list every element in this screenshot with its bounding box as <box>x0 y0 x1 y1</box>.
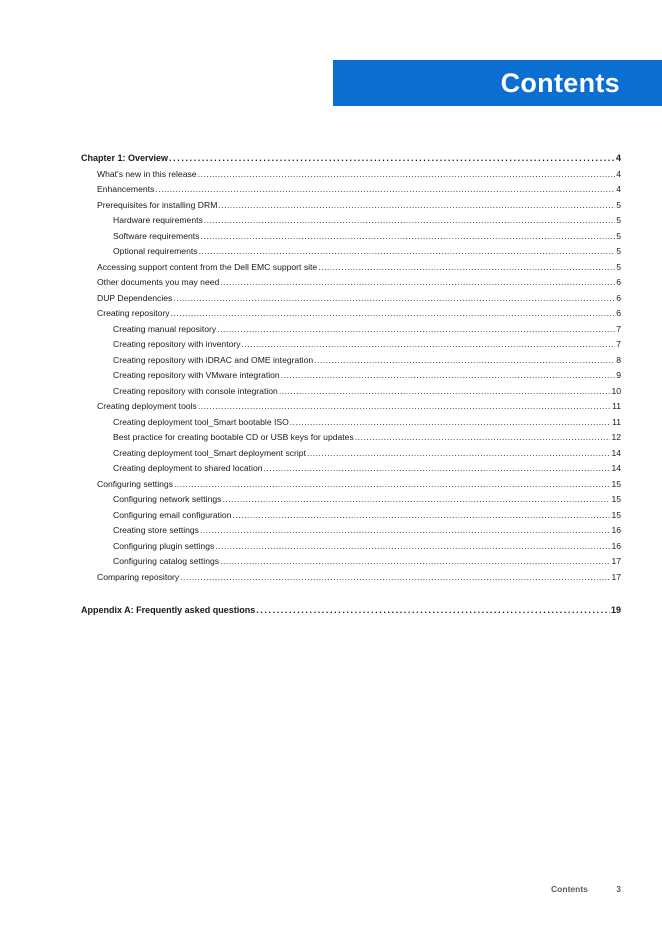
toc-entry[interactable] <box>81 554 621 570</box>
toc-entry-page: 4 <box>616 184 621 194</box>
toc-leader-dots <box>290 415 611 431</box>
title-banner <box>333 60 662 106</box>
toc-leader-dots <box>218 198 615 214</box>
toc-leader-dots <box>220 275 615 291</box>
toc-leader-dots <box>222 492 610 508</box>
toc-entry-page: 11 <box>612 401 621 411</box>
toc-entry-label: DUP Dependencies <box>97 292 173 303</box>
toc-entry-label: Creating deployment to shared location <box>113 463 263 473</box>
toc-entry-label: Creating deployment tools <box>97 401 197 411</box>
toc-entry-page: 5 <box>616 261 621 272</box>
toc-entry[interactable] <box>81 182 621 198</box>
toc-leader-dots <box>215 539 610 555</box>
toc-entry-label: Creating deployment tool_Smart bootable ISO <box>113 416 289 427</box>
toc-entry[interactable] <box>81 213 621 229</box>
toc-entry-label: Creating repository with console integration <box>113 385 278 396</box>
toc-entry-page: 15 <box>611 494 621 504</box>
toc-entry[interactable] <box>81 570 621 586</box>
toc-leader-dots <box>318 260 615 276</box>
toc-leader-dots <box>174 477 610 493</box>
toc-leader-dots <box>314 353 615 369</box>
toc-entry-label: Best practice for creating bootable CD or USB keys for updates <box>113 432 354 442</box>
page-footer <box>551 884 621 894</box>
toc-entry-label: Creating repository with iDRAC and OME integration <box>113 354 314 365</box>
toc-entry-label: Accessing support content from the Dell EMC support site <box>97 261 318 272</box>
toc-entry-page: 6 <box>616 292 621 303</box>
toc-entry-page: 9 <box>616 370 621 380</box>
toc-leader-dots <box>217 322 615 338</box>
page-title: Contents <box>500 68 620 98</box>
toc-entry-label: Creating repository with inventory <box>113 339 241 349</box>
toc-leader-dots <box>198 167 616 183</box>
toc-entry[interactable] <box>81 415 621 431</box>
toc-entry-page: 5 <box>616 215 621 225</box>
toc-entry-appendix-a[interactable] <box>81 603 621 619</box>
toc-entry-label: Optional requirements <box>113 246 198 256</box>
toc-entry-page: 17 <box>611 571 621 582</box>
toc-leader-dots <box>204 213 615 229</box>
toc-leader-dots <box>220 554 610 570</box>
toc-leader-dots <box>279 384 611 400</box>
toc-entry-page: 15 <box>611 509 621 520</box>
toc-entry[interactable] <box>81 167 621 183</box>
toc-leader-dots <box>200 523 610 539</box>
toc-leader-dots <box>173 291 615 307</box>
toc-entry-page: 6 <box>616 308 621 318</box>
toc-entry-label: Chapter 1: Overview <box>81 153 169 163</box>
toc-entry-label: Configuring email configuration <box>113 509 232 520</box>
toc-leader-dots <box>256 603 610 619</box>
toc-leader-dots <box>264 461 611 477</box>
toc-entry[interactable] <box>81 244 621 260</box>
toc-entry-page: 17 <box>611 556 621 566</box>
toc-entry-page: 7 <box>616 323 621 334</box>
toc-entry-label: Software requirements <box>113 230 200 241</box>
toc-leader-dots <box>281 368 616 384</box>
toc-entry-label: Configuring network settings <box>113 494 222 504</box>
toc-entry[interactable] <box>81 539 621 555</box>
toc-entry[interactable] <box>81 384 621 400</box>
toc-entry-page: 5 <box>616 230 621 241</box>
toc-leader-dots <box>180 570 610 586</box>
toc-entry-label: Configuring plugin settings <box>113 540 215 551</box>
toc-entry-page: 15 <box>611 478 621 489</box>
toc-entry-page: 14 <box>611 447 621 458</box>
toc-entry[interactable] <box>81 337 621 353</box>
toc-entry-chapter-1[interactable] <box>81 151 621 167</box>
toc-entry-label: Appendix A: Frequently asked questions <box>81 605 256 615</box>
toc-entry-page: 8 <box>616 354 621 365</box>
toc-entry-page: 5 <box>616 246 621 256</box>
footer-page-number: 3 <box>616 884 621 894</box>
toc-entry-label: Other documents you may need <box>97 277 220 287</box>
toc-leader-dots <box>199 244 616 260</box>
toc-entry-page: 14 <box>611 463 621 473</box>
toc-entry-page: 19 <box>610 605 621 615</box>
toc-entry[interactable] <box>81 353 621 369</box>
toc-entry-label: Creating repository <box>97 308 170 318</box>
toc-leader-dots <box>198 399 611 415</box>
toc-leader-dots <box>242 337 616 353</box>
toc-entry[interactable] <box>81 322 621 338</box>
toc-leader-dots <box>355 430 611 446</box>
toc-entry-label: Comparing repository <box>97 571 180 582</box>
toc-entry[interactable] <box>81 477 621 493</box>
toc-entry[interactable] <box>81 461 621 477</box>
toc-entry-page: 16 <box>611 540 621 551</box>
toc-entry[interactable] <box>81 198 621 214</box>
toc-entry-label: Creating repository with VMware integration <box>113 370 280 380</box>
toc-entry-label: Prerequisites for installing DRM <box>97 199 218 210</box>
footer-section-title: Contents <box>551 884 588 894</box>
toc-entry-page: 16 <box>611 525 621 535</box>
toc-leader-dots <box>155 182 615 198</box>
toc-leader-dots <box>232 508 610 524</box>
toc-entry[interactable] <box>81 523 621 539</box>
toc-entry-label: Creating store settings <box>113 525 199 535</box>
toc-entry-label: Creating manual repository <box>113 323 217 334</box>
toc-leader-dots <box>200 229 615 245</box>
toc-entry-label: Hardware requirements <box>113 215 203 225</box>
toc-entry[interactable] <box>81 229 621 245</box>
toc-leader-dots <box>171 306 616 322</box>
toc-entry-label: Configuring catalog settings <box>113 556 220 566</box>
toc-entry[interactable] <box>81 291 621 307</box>
table-of-contents <box>81 151 621 619</box>
toc-entry-page: 11 <box>612 416 621 427</box>
toc-entry[interactable] <box>81 430 621 446</box>
toc-entry[interactable] <box>81 508 621 524</box>
toc-entry-page: 5 <box>616 199 621 210</box>
toc-leader-dots <box>307 446 610 462</box>
toc-entry[interactable] <box>81 446 621 462</box>
toc-entry-page: 4 <box>615 153 621 163</box>
toc-entry[interactable] <box>81 260 621 276</box>
toc-entry[interactable] <box>81 399 621 415</box>
toc-entry-page: 6 <box>616 277 621 287</box>
toc-leader-dots <box>169 151 615 167</box>
toc-entry-label: Enhancements <box>97 184 155 194</box>
toc-entry-label: Creating deployment tool_Smart deployment script <box>113 447 306 458</box>
toc-entry-label: What's new in this release <box>97 168 197 179</box>
toc-entry[interactable] <box>81 306 621 322</box>
toc-entry-label: Configuring settings <box>97 478 173 489</box>
toc-entry-page: 10 <box>611 385 621 396</box>
toc-entry[interactable] <box>81 492 621 508</box>
toc-entry-page: 12 <box>611 432 621 442</box>
toc-entry[interactable] <box>81 275 621 291</box>
toc-entry-page: 7 <box>616 339 621 349</box>
toc-entry[interactable] <box>81 368 621 384</box>
toc-entry-page: 4 <box>616 168 621 179</box>
